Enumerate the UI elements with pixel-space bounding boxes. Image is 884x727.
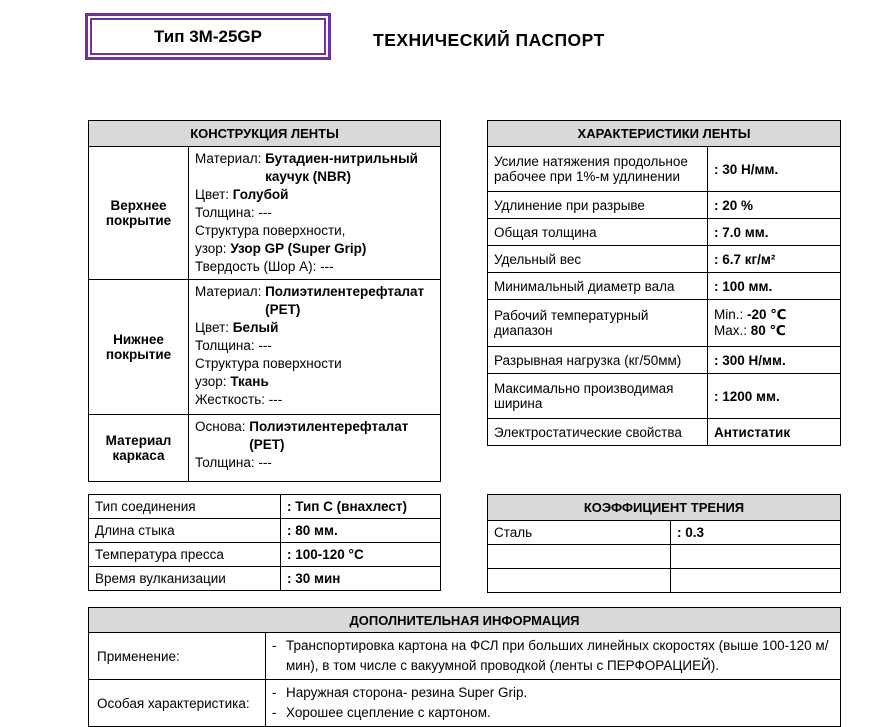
property-value: : 6.7 кг/м² xyxy=(708,246,841,273)
table-row xyxy=(89,567,441,591)
characteristics-table-title: ХАРАКТЕРИСТИКИ ЛЕНТЫ xyxy=(488,121,841,147)
property-name: Тип соединения xyxy=(89,495,281,519)
property-name: Температура пресса xyxy=(89,543,281,567)
bullet-line xyxy=(272,683,834,703)
page-title: ТЕХНИЧЕСКИЙ ПАСПОРТ xyxy=(373,30,605,50)
material-name xyxy=(488,545,671,569)
field-label: узор: xyxy=(195,241,231,256)
table-row xyxy=(488,300,841,347)
table-row xyxy=(89,543,441,567)
characteristics-table xyxy=(487,120,841,446)
property-value: : Тип С (внахлест) xyxy=(281,495,441,519)
table-row xyxy=(89,495,441,519)
friction-table xyxy=(487,494,841,593)
bullet-line xyxy=(272,703,834,723)
field-label: Толщина: --- xyxy=(195,338,272,353)
material-name xyxy=(488,569,671,593)
bullet-dash: - xyxy=(272,685,277,700)
detail-line xyxy=(195,222,436,240)
friction-value xyxy=(671,545,841,569)
detail-line xyxy=(195,337,436,355)
table-row xyxy=(488,569,841,593)
property-value: : 20 % xyxy=(708,192,841,219)
friction-value xyxy=(671,569,841,593)
field-value: Белый xyxy=(232,320,279,335)
property-name: Электростатические свойства xyxy=(488,419,708,446)
min-label: Min.: xyxy=(714,307,748,322)
field-label: Цвет: xyxy=(195,187,233,202)
min-value: -20 ℃ xyxy=(747,307,787,322)
property-name: Минимальный диаметр вала xyxy=(488,273,708,300)
layer-details xyxy=(189,415,441,482)
field-value: Ткань xyxy=(230,374,269,389)
bullet-line xyxy=(272,636,834,676)
layer-name: Верхнее покрытие xyxy=(89,147,189,280)
max-temp xyxy=(714,323,834,339)
table-row xyxy=(488,374,841,419)
belt-type-label: Тип 3M-25GP xyxy=(90,18,326,55)
property-name: Удлинение при разрыве xyxy=(488,192,708,219)
detail-line xyxy=(195,373,436,391)
property-name: Усилие натяжения продольное рабочее при 1%-м удлинении xyxy=(488,147,708,192)
table-row xyxy=(89,415,441,482)
info-row-name: Применение: xyxy=(89,633,266,680)
detail-line xyxy=(195,150,436,186)
property-value: : 30 мин xyxy=(281,567,441,591)
max-label: Max.: xyxy=(714,323,751,338)
property-name: Удельный вес xyxy=(488,246,708,273)
layer-details xyxy=(189,147,441,280)
property-name: Длина стыка xyxy=(89,519,281,543)
table-row xyxy=(488,419,841,446)
table-row xyxy=(488,273,841,300)
field-label: Твердость (Шор А): --- xyxy=(195,259,334,274)
detail-line xyxy=(195,204,436,222)
info-row-content xyxy=(266,633,841,680)
table-row xyxy=(488,545,841,569)
property-name: Общая толщина xyxy=(488,219,708,246)
additional-info-title: ДОПОЛНИТЕЛЬНАЯ ИНФОРМАЦИЯ xyxy=(89,608,841,633)
field-value: Полиэтилентерефталат (PET) xyxy=(249,419,409,452)
bullet-text: Транспортировка картона на ФСЛ при больших линейных скоростях (выше 100-120 м/ мин), в том числе с вакуумной проводкой (ленты с ПЕРФОРАЦИЕЙ). xyxy=(286,638,829,673)
property-value: : 7.0 мм. xyxy=(708,219,841,246)
field-label: узор: xyxy=(195,374,231,389)
table-row xyxy=(89,519,441,543)
detail-line xyxy=(195,391,436,409)
field-label: Материал: xyxy=(195,151,266,166)
property-value: Антистатик xyxy=(708,419,841,446)
field-value: Полиэтилентерефталат (PET) xyxy=(265,284,425,317)
field-label: Структура поверхности, xyxy=(195,223,346,238)
max-value: 80 ℃ xyxy=(750,323,786,338)
field-label: Жесткость: --- xyxy=(195,392,283,407)
property-value: : 30 Н/мм. xyxy=(708,147,841,192)
bullet-dash: - xyxy=(272,705,277,720)
table-row xyxy=(89,280,441,415)
min-temp xyxy=(714,307,834,323)
property-value: : 1200 мм. xyxy=(708,374,841,419)
construction-table xyxy=(88,120,441,482)
detail-line xyxy=(195,258,436,276)
table-row xyxy=(488,347,841,374)
bullet-text: Наружная сторона- резина Super Grip. xyxy=(286,685,528,700)
material-name: Сталь xyxy=(488,521,671,545)
detail-line xyxy=(195,454,436,472)
field-label: Основа: xyxy=(195,419,250,434)
detail-line xyxy=(195,319,436,337)
detail-line xyxy=(195,418,436,454)
field-label: Материал: xyxy=(195,284,266,299)
property-name: Разрывная нагрузка (кг/50мм) xyxy=(488,347,708,374)
field-value: Голубой xyxy=(232,187,289,202)
property-value: : 300 Н/мм. xyxy=(708,347,841,374)
bullet-text: Хорошее сцепление с картоном. xyxy=(286,705,491,720)
joint-table xyxy=(88,494,441,591)
info-row-content xyxy=(266,680,841,727)
field-label: Цвет: xyxy=(195,320,233,335)
table-row xyxy=(89,633,841,680)
property-value: : 100-120 °C xyxy=(281,543,441,567)
layer-name: Нижнее покрытие xyxy=(89,280,189,415)
field-value: Бутадиен-нитрильный каучук (NBR) xyxy=(265,151,418,184)
field-label: Структура поверхности xyxy=(195,356,342,371)
friction-table-title: КОЭФФИЦИЕНТ ТРЕНИЯ xyxy=(488,495,841,521)
property-value: : 100 мм. xyxy=(708,273,841,300)
detail-line xyxy=(195,355,436,373)
table-row xyxy=(488,521,841,545)
friction-value: : 0.3 xyxy=(671,521,841,545)
detail-line xyxy=(195,186,436,204)
property-name: Время вулканизации xyxy=(89,567,281,591)
detail-line xyxy=(195,283,436,319)
table-row xyxy=(488,147,841,192)
property-value: : 80 мм. xyxy=(281,519,441,543)
field-label: Толщина: --- xyxy=(195,205,272,220)
layer-details xyxy=(189,280,441,415)
belt-type-box xyxy=(85,13,331,60)
construction-table-title: КОНСТРУКЦИЯ ЛЕНТЫ xyxy=(89,121,441,147)
bullet-dash: - xyxy=(272,638,277,653)
property-value-range xyxy=(708,300,841,347)
table-row xyxy=(89,147,441,280)
property-name: Максимально производимая ширина xyxy=(488,374,708,419)
field-value: Узор GP (Super Grip) xyxy=(230,241,367,256)
table-row xyxy=(488,192,841,219)
table-row xyxy=(488,219,841,246)
layer-name: Материал каркаса xyxy=(89,415,189,482)
table-row xyxy=(89,680,841,727)
info-row-name: Особая характеристика: xyxy=(89,680,266,727)
detail-line xyxy=(195,240,436,258)
additional-info-table xyxy=(88,607,841,727)
field-label: Толщина: --- xyxy=(195,455,272,470)
table-row xyxy=(488,246,841,273)
property-name: Рабочий температурный диапазон xyxy=(488,300,708,347)
